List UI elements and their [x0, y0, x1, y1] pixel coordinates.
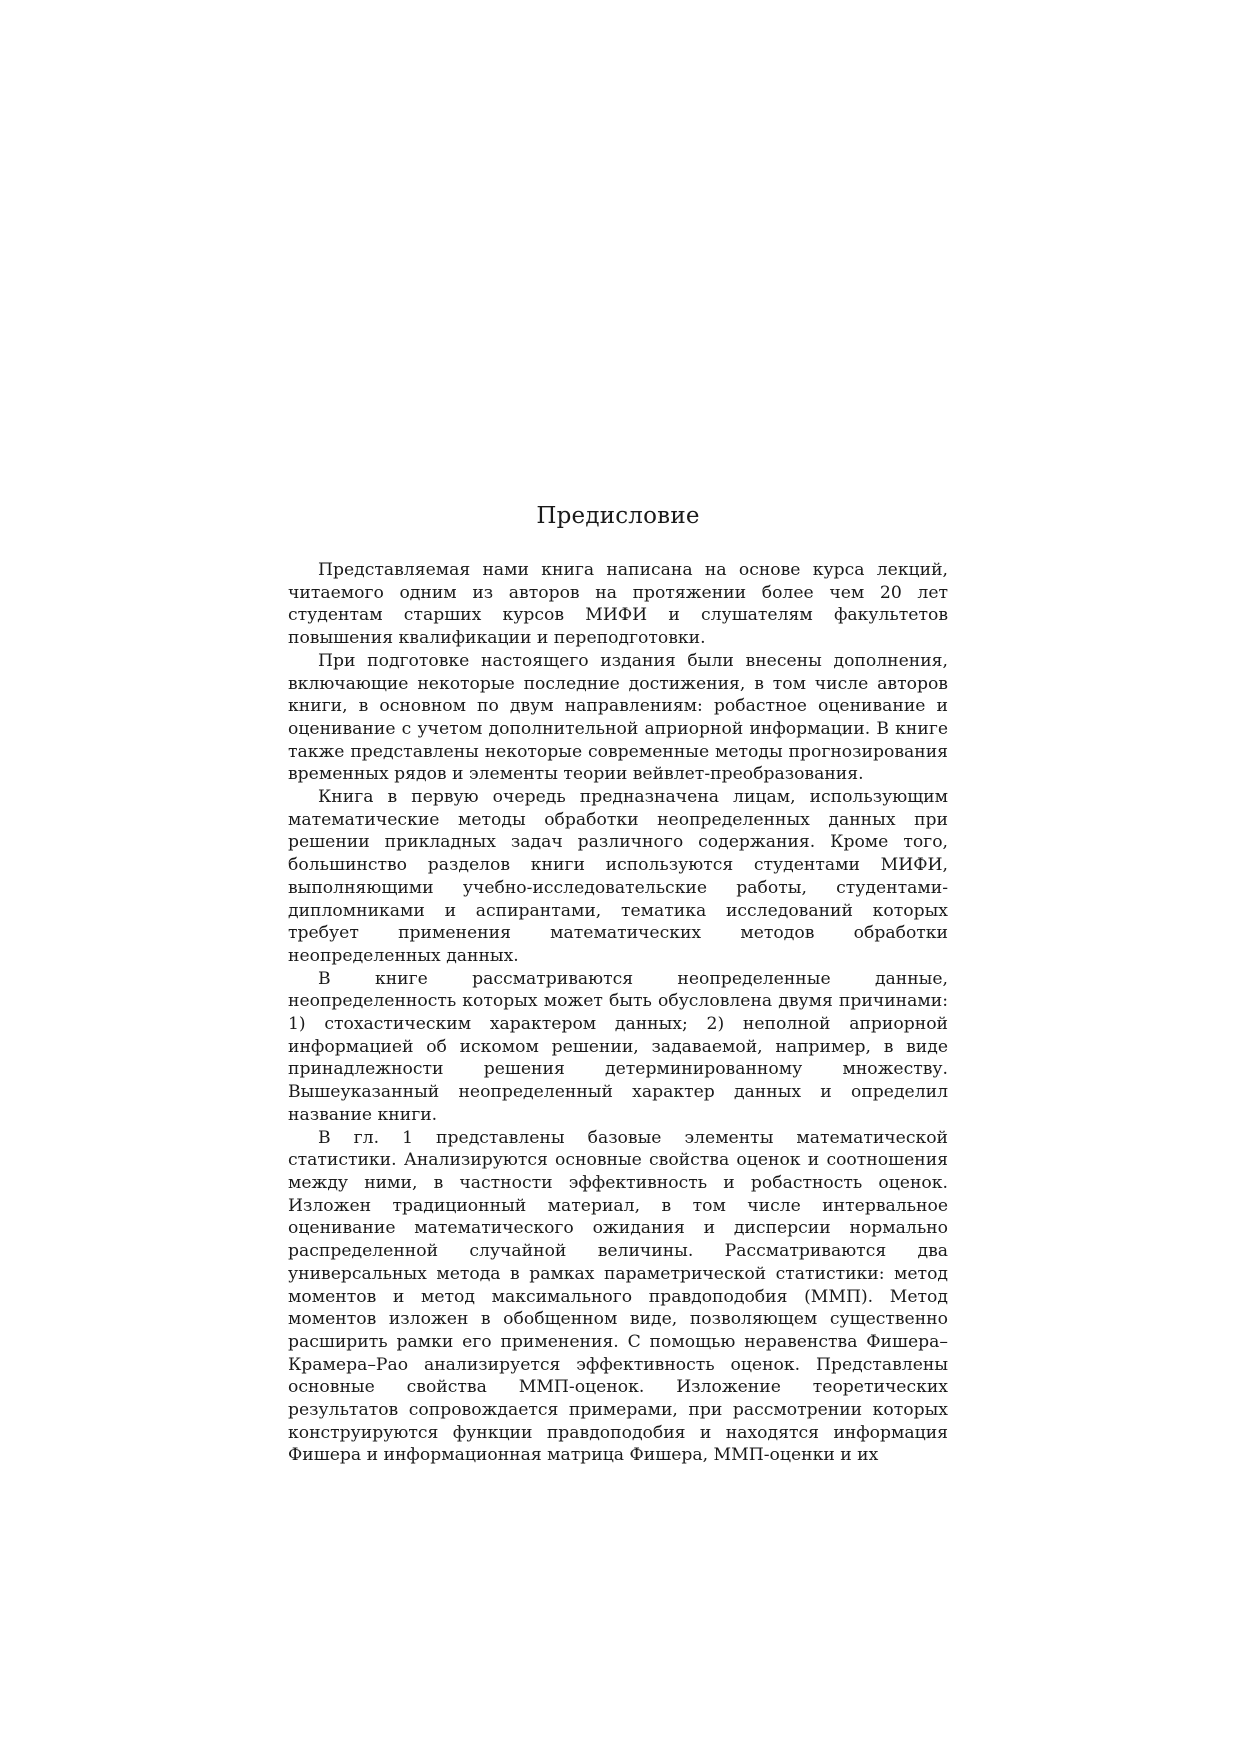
paragraph: При подготовке настоящего издания были внесены дополнения, включающие некоторые последние достижения, в том числе авторов книги, в основном по двум направлениям: робастное оценивание и оценивание с учетом дополнительной априорной информации. В книге также представлены некоторые современные методы прогнозирования временных рядов и элементы теории вейвлет-преобразования. — [288, 650, 948, 785]
paragraph: В книге рассматриваются неопределенные данные, неопределенность которых может быть обусловлена двумя причинами: 1) стохастическим характером данных; 2) неполной априорной информацией об искомом решении, задаваемой, например, в виде принадлежности решения детерминированному множеству. Вышеуказанный неопределенный характер данных и определил название книги. — [288, 968, 948, 1125]
paragraph: В гл. 1 представлены базовые элементы математической статистики. Анализируются основные свойства оценок и соотношения между ними, в частности эффективность и робастность оценок. Изложен традиционный материал, в том числе интервальное оценивание математического ожидания и дисперсии нормально распределенной случайной величины. Рассматриваются два универсальных метода в рамках параметрической статистики: метод моментов и метод максимального правдоподобия (ММП). Метод моментов изложен в обобщенном виде, позволяющем существенно расширить рамки его применения. С помощью неравенства Фишера–Крамера–Рао анализируется эффективность оценок. Представлены основные свойства ММП-оценок. Изложение теоретических результатов сопровождается примерами, при рассмотрении которых конструируются функции правдоподобия и находятся информация Фишера и информационная матрица Фишера, ММП-оценки и их — [288, 1127, 948, 1466]
page-title: Предисловие — [536, 503, 700, 529]
paragraph: Книга в первую очередь предназначена лицам, использующим математические методы обработки неопределенных данных при решении прикладных задач различного содержания. Кроме того, большинство разделов книги используются студентами МИФИ, выполняющими учебно-исследовательские работы, студентами-дипломниками и аспирантами, тематика исследований которых требует применения математических методов обработки неопределенных данных. — [288, 787, 948, 966]
paragraph: Представляемая нами книга написана на основе курса лекций, читаемого одним из авторов на протяжении более чем 20 лет студентам старших курсов МИФИ и слушателям факультетов повышения квалификации и переподготовки. — [288, 560, 948, 649]
preface-body — [288, 559, 948, 1467]
